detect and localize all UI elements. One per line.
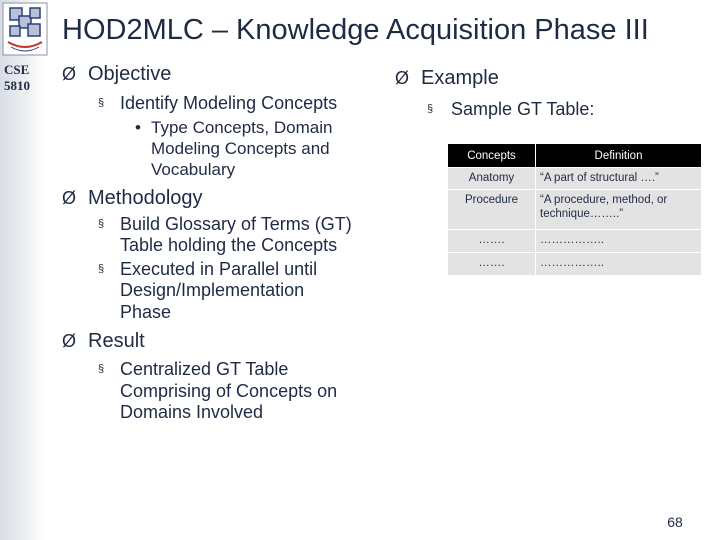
course-code: CSE 5810 [4, 62, 30, 93]
objective-item: § Identify Modeling Concepts [98, 93, 338, 113]
arrow-bullet-icon: Ø [62, 331, 77, 351]
table-row [448, 190, 702, 230]
objective-heading: Ø Objective [62, 63, 172, 85]
square-bullet-icon: § [98, 262, 105, 275]
table-cell-concept: ……. [448, 253, 536, 276]
dot-bullet-icon: • [135, 117, 141, 137]
table-cell-concept: Procedure [448, 190, 536, 230]
table-row [448, 253, 702, 276]
arrow-bullet-icon: Ø [62, 64, 77, 84]
table-row [448, 230, 702, 253]
column-header-definition: Definition [536, 144, 702, 168]
table-cell-concept: Anatomy [448, 168, 536, 190]
gt-table [447, 143, 702, 276]
page-number: 68 [667, 514, 683, 530]
square-bullet-icon: § [427, 103, 434, 115]
square-bullet-icon: § [98, 363, 105, 375]
objective-subitem: • Type Concepts, Domain Modeling Concepts and Vocabulary [135, 117, 333, 179]
table-row [448, 168, 702, 190]
left-column [62, 62, 382, 424]
table-header-row [448, 144, 702, 168]
example-item: § Sample GT Table: [427, 99, 595, 119]
methodology-heading: Ø Methodology [62, 186, 203, 209]
arrow-bullet-icon: Ø [62, 187, 77, 208]
right-column [395, 66, 715, 121]
university-seal-logo [2, 2, 48, 56]
table-cell-definition: “A procedure, method, or technique……..” [536, 190, 702, 230]
table-cell-definition: “A part of structural ….” [536, 168, 702, 190]
example-heading: Ø Example [395, 67, 499, 89]
methodology-item: § Executed in Parallel until Design/Implementation Phase [98, 258, 318, 322]
arrow-bullet-icon: Ø [395, 68, 410, 88]
result-item: § Centralized GT Table Comprising of Concepts on Domains Involved [98, 359, 338, 422]
table-cell-definition: …………….. [536, 230, 702, 253]
square-bullet-icon: § [98, 217, 105, 230]
square-bullet-icon: § [98, 97, 105, 109]
slide-title: HOD2MLC – Knowledge Acquisition Phase III [62, 14, 649, 46]
methodology-item: § Build Glossary of Terms (GT) Table holding the Concepts [98, 213, 352, 255]
column-header-concepts: Concepts [448, 144, 536, 168]
table-cell-concept: ……. [448, 230, 536, 253]
table-cell-definition: …………….. [536, 253, 702, 276]
result-heading: Ø Result [62, 330, 145, 352]
